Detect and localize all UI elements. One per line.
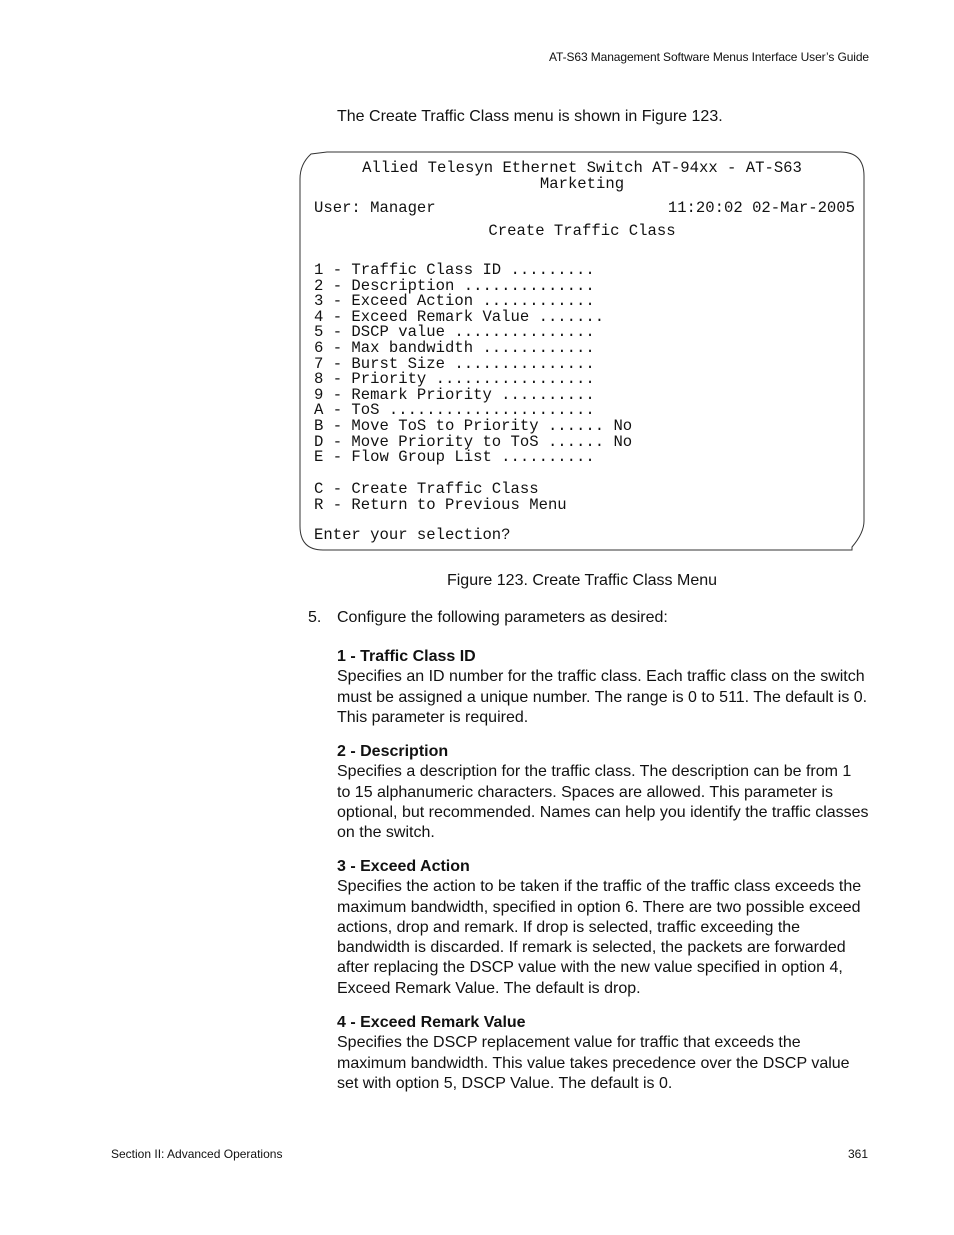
param-title: 3 - Exceed Action	[337, 858, 470, 875]
param-body: Specifies the DSCP replacement value for traffic that exceeds the maximum bandwidth. This value takes precedence over the DSCP value set with option 5, DSCP Value. The default is 0.	[337, 1034, 850, 1092]
menu-item[interactable]: 2 - Description ..............	[314, 276, 595, 295]
terminal-prompt: Enter your selection?	[314, 526, 511, 544]
menu-item[interactable]: 5 - DSCP value ...............	[314, 323, 595, 342]
param-title: 2 - Description	[337, 743, 449, 760]
param-description	[337, 742, 869, 843]
menu-item[interactable]: E - Flow Group List ..........	[314, 448, 595, 467]
menu-item[interactable]: B - Move ToS to Priority ...... No	[314, 417, 633, 435]
page-number: 361	[847, 1147, 868, 1161]
param-title: 4 - Exceed Remark Value	[337, 1014, 526, 1031]
step-5	[308, 609, 668, 627]
footer-section: Section II: Advanced Operations	[111, 1147, 283, 1161]
menu-item[interactable]: 3 - Exceed Action ............	[314, 292, 595, 311]
menu-item[interactable]: A - ToS ......................	[314, 401, 595, 420]
step-text: Configure the following parameters as desired:	[337, 609, 668, 626]
menu-item[interactable]: 6 - Max bandwidth ............	[314, 339, 595, 357]
menu-action-create[interactable]: C - Create Traffic Class	[314, 480, 539, 498]
menu-item[interactable]: 7 - Burst Size ...............	[314, 354, 595, 373]
menu-item[interactable]: 4 - Exceed Remark Value .......	[314, 307, 605, 326]
menu-action-return[interactable]: R - Return to Previous Menu	[314, 495, 567, 514]
menu-item[interactable]: D - Move Priority to ToS ...... No	[314, 432, 633, 451]
running-header: AT-S63 Management Software Menus Interface User’s Guide	[549, 50, 869, 64]
terminal-datetime: 11:20:02 02-Mar-2005	[667, 199, 855, 217]
terminal-menu-title: Create Traffic Class	[488, 222, 676, 240]
param-traffic-class-id	[337, 647, 869, 728]
step-number: 5.	[308, 609, 322, 626]
param-title: 1 - Traffic Class ID	[337, 648, 476, 665]
figure-caption: Figure 123. Create Traffic Class Menu	[446, 572, 718, 589]
terminal-title-line2: Marketing	[539, 175, 625, 193]
param-body: Specifies a description for the traffic class. The description can be from 1 to 15 alphanumeric characters. Spaces are allowed. This parameter is optional, but recommended. Names can help you identify the traffic classes on the switch.	[337, 763, 869, 842]
param-exceed-action	[337, 857, 869, 999]
menu-item[interactable]: 8 - Priority .................	[314, 370, 595, 389]
terminal-user: User: Manager	[314, 199, 436, 217]
terminal-title-line1: Allied Telesyn Ethernet Switch AT-94xx - AT-S63	[362, 159, 802, 177]
terminal-figure	[299, 151, 865, 551]
menu-item[interactable]: 9 - Remark Priority ..........	[314, 385, 595, 404]
param-body: Specifies the action to be taken if the traffic of the traffic class exceeds the maximum bandwidth, specified in option 6. There are two possible exceed actions, drop and remark. If drop is selected, traffic exceeding the bandwidth is discarded. If remark is selected, the packets are forwarded after replacing the DSCP value with the new value specified in option 4, Exceed Remark Value. The default is drop.	[337, 878, 862, 997]
intro-paragraph: The Create Traffic Class menu is shown in Figure 123.	[337, 108, 723, 125]
param-body: Specifies an ID number for the traffic class. Each traffic class on the switch must be assigned a unique number. The range is 0 to 511. The default is 0. This parameter is required.	[337, 668, 868, 726]
param-exceed-remark-value	[337, 1013, 869, 1094]
menu-item[interactable]: 1 - Traffic Class ID .........	[314, 261, 595, 279]
